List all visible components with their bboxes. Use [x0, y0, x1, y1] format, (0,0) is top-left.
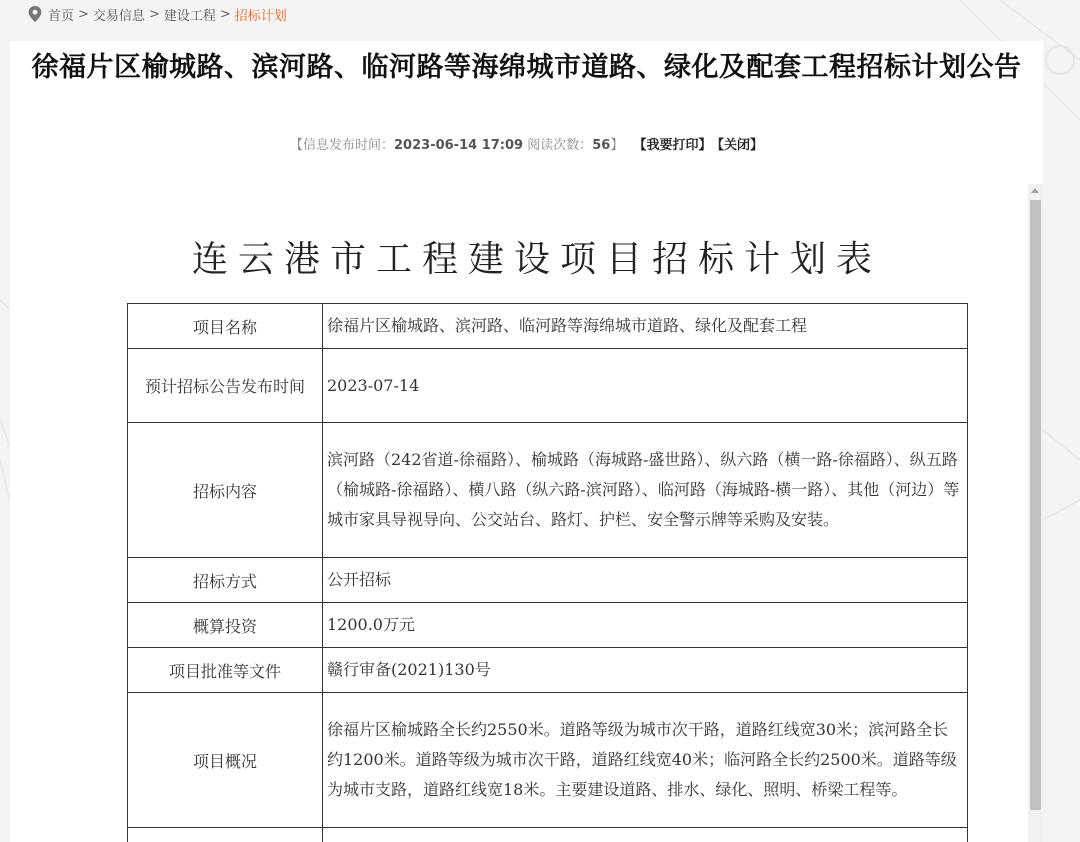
- meta-close-bracket: 】: [610, 138, 624, 153]
- breadcrumb-construction-link[interactable]: 建设工程: [163, 8, 216, 24]
- bid-plan-table: [127, 303, 968, 842]
- page-title: 徐福片区榆城路、滨河路、临河路等海绵城市道路、绿化及配套工程招标计划公告: [31, 52, 1022, 83]
- document-viewer[interactable]: [76, 181, 1038, 842]
- row-value: 赣行审备(2021)130号: [323, 648, 968, 693]
- breadcrumb-current[interactable]: 招标计划: [234, 8, 287, 24]
- view-count-label: 阅读次数：: [527, 138, 593, 153]
- row-value: [323, 828, 968, 842]
- breadcrumb-separator: >: [78, 6, 89, 22]
- row-label: 项目概况: [128, 693, 323, 828]
- row-label: 预计招标公告发布时间: [128, 349, 323, 423]
- row-label: 项目批准等文件: [128, 648, 323, 693]
- table-row: [128, 828, 968, 842]
- row-label: [128, 828, 323, 842]
- row-value: 徐福片区榆城路全长约2550米。道路等级为城市次干路，道路红线宽30米；滨河路全长约1200米。道路等级为城市次干路，道路红线宽40米；临河路全长约2500米。道路等级为城市支路，道路红线宽18米。主要建设道路、排水、绿化、照明、桥梁工程等。: [323, 693, 968, 828]
- table-row: [128, 603, 968, 648]
- vertical-scrollbar[interactable]: [1028, 184, 1043, 842]
- scroll-up-arrow-icon[interactable]: [1031, 188, 1039, 193]
- location-pin-icon: [28, 6, 42, 22]
- meta-open-bracket: 【: [289, 138, 303, 153]
- document-title: 连云港市工程建设项目招标计划表: [191, 239, 882, 280]
- row-label: 招标内容: [128, 423, 323, 558]
- breadcrumb-separator: >: [148, 6, 160, 22]
- publish-time: 2023-06-14 17:09: [394, 138, 524, 153]
- row-label: 招标方式: [128, 558, 323, 603]
- close-button[interactable]: 【关闭】: [717, 138, 764, 153]
- table-row: [128, 558, 968, 603]
- table-row: [128, 648, 968, 693]
- row-value: 徐福片区榆城路、滨河路、临河路等海绵城市道路、绿化及配套工程: [323, 304, 968, 349]
- article-meta: [10, 134, 1043, 153]
- row-label: 项目名称: [128, 304, 323, 349]
- breadcrumb: [28, 4, 287, 24]
- breadcrumb-home-link[interactable]: 首页: [48, 8, 75, 24]
- row-value: 公开招标: [323, 558, 968, 603]
- view-count: 56: [592, 138, 611, 153]
- table-row: [128, 349, 968, 423]
- scrollbar-thumb[interactable]: [1030, 200, 1041, 810]
- table-row: [128, 304, 968, 349]
- breadcrumb-separator: >: [219, 6, 231, 22]
- table-row: [128, 423, 968, 558]
- row-value: 滨河路（242省道-徐福路）、榆城路（海城路-盛世路）、纵六路（横一路-徐福路）、纵五路（榆城路-徐福路）、横八路（纵六路-滨河路）、临河路（海城路-横一路）、其他（河边）等城市家具导视导向、公交站台、路灯、护栏、安全警示牌等采购及安装。: [323, 423, 968, 558]
- row-value: 2023-07-14: [323, 349, 968, 423]
- print-button[interactable]: 【我要打印】: [633, 138, 712, 153]
- breadcrumb-trade-info-link[interactable]: 交易信息: [92, 8, 145, 24]
- publish-time-label: 信息发布时间：: [303, 138, 395, 153]
- table-row: [128, 693, 968, 828]
- row-value: 1200.0万元: [323, 603, 968, 648]
- row-label: 概算投资: [128, 603, 323, 648]
- article-card: [10, 41, 1043, 842]
